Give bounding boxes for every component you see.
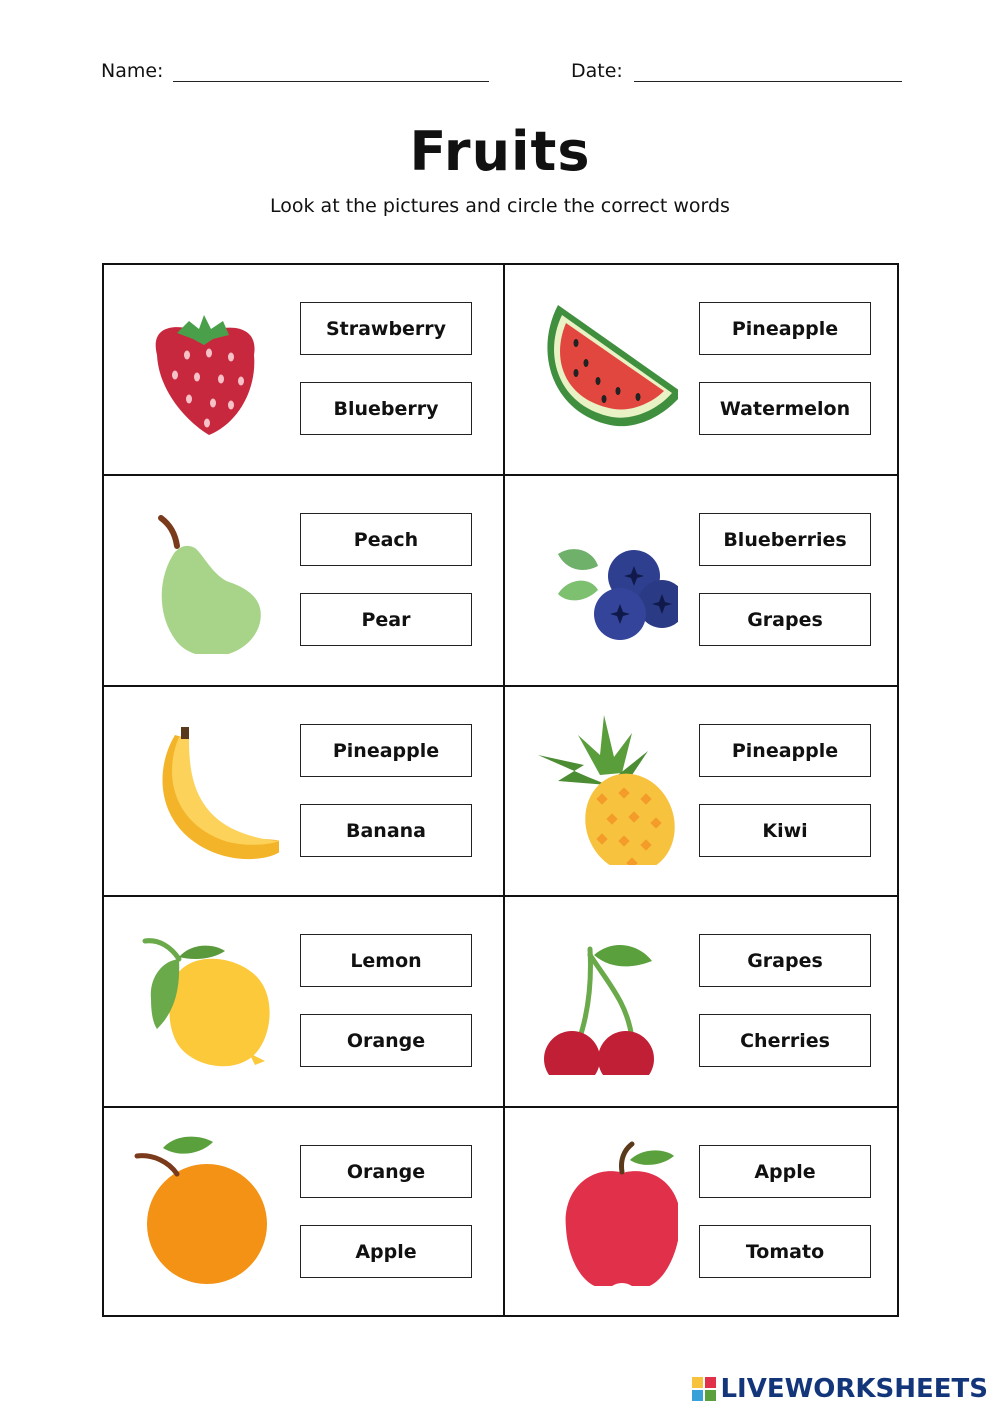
lemon-icon xyxy=(129,925,279,1075)
option-pear[interactable]: Pear xyxy=(300,593,472,646)
name-label: Name: xyxy=(101,60,164,82)
option-pineapple[interactable]: Pineapple xyxy=(300,724,472,777)
cherries-icon xyxy=(528,925,678,1075)
name-field[interactable] xyxy=(173,81,489,82)
fruit-grid xyxy=(102,263,899,1317)
liveworksheets-logo-icon xyxy=(692,1377,716,1401)
banana-icon xyxy=(129,715,279,865)
fruit-cell-blueberries xyxy=(503,476,901,686)
option-lemon[interactable]: Lemon xyxy=(300,934,472,987)
pineapple-icon xyxy=(528,715,678,865)
fruit-cell-cherries xyxy=(503,897,901,1107)
liveworksheets-brand xyxy=(692,1374,988,1404)
fruit-cell-orange xyxy=(104,1108,502,1318)
option-blueberry[interactable]: Blueberry xyxy=(300,382,472,435)
option-grapes[interactable]: Grapes xyxy=(699,934,871,987)
fruit-cell-pineapple xyxy=(503,687,901,897)
fruit-cell-banana xyxy=(104,687,502,897)
fruit-cell-watermelon xyxy=(503,265,901,475)
option-banana[interactable]: Banana xyxy=(300,804,472,857)
option-pineapple[interactable]: Pineapple xyxy=(699,302,871,355)
option-orange[interactable]: Orange xyxy=(300,1145,472,1198)
option-tomato[interactable]: Tomato xyxy=(699,1225,871,1278)
watermelon-icon xyxy=(528,293,678,443)
option-orange[interactable]: Orange xyxy=(300,1014,472,1067)
fruit-cell-pear xyxy=(104,476,502,686)
apple-icon xyxy=(528,1136,678,1286)
option-pineapple[interactable]: Pineapple xyxy=(699,724,871,777)
fruit-cell-apple xyxy=(503,1108,901,1318)
option-cherries[interactable]: Cherries xyxy=(699,1014,871,1067)
orange-icon xyxy=(129,1136,279,1286)
option-apple[interactable]: Apple xyxy=(300,1225,472,1278)
option-strawberry[interactable]: Strawberry xyxy=(300,302,472,355)
pear-icon xyxy=(129,504,279,654)
page-title: Fruits xyxy=(409,120,591,183)
option-grapes[interactable]: Grapes xyxy=(699,593,871,646)
strawberry-icon xyxy=(129,293,279,443)
option-blueberries[interactable]: Blueberries xyxy=(699,513,871,566)
option-peach[interactable]: Peach xyxy=(300,513,472,566)
fruit-cell-strawberry xyxy=(104,265,502,475)
date-field[interactable] xyxy=(634,81,902,82)
fruit-cell-lemon xyxy=(104,897,502,1107)
option-kiwi[interactable]: Kiwi xyxy=(699,804,871,857)
option-apple[interactable]: Apple xyxy=(699,1145,871,1198)
date-label: Date: xyxy=(571,60,623,82)
option-watermelon[interactable]: Watermelon xyxy=(699,382,871,435)
instructions: Look at the pictures and circle the correct words xyxy=(270,195,730,217)
brand-text: LIVEWORKSHEETS xyxy=(720,1374,988,1404)
blueberries-icon xyxy=(528,504,678,654)
